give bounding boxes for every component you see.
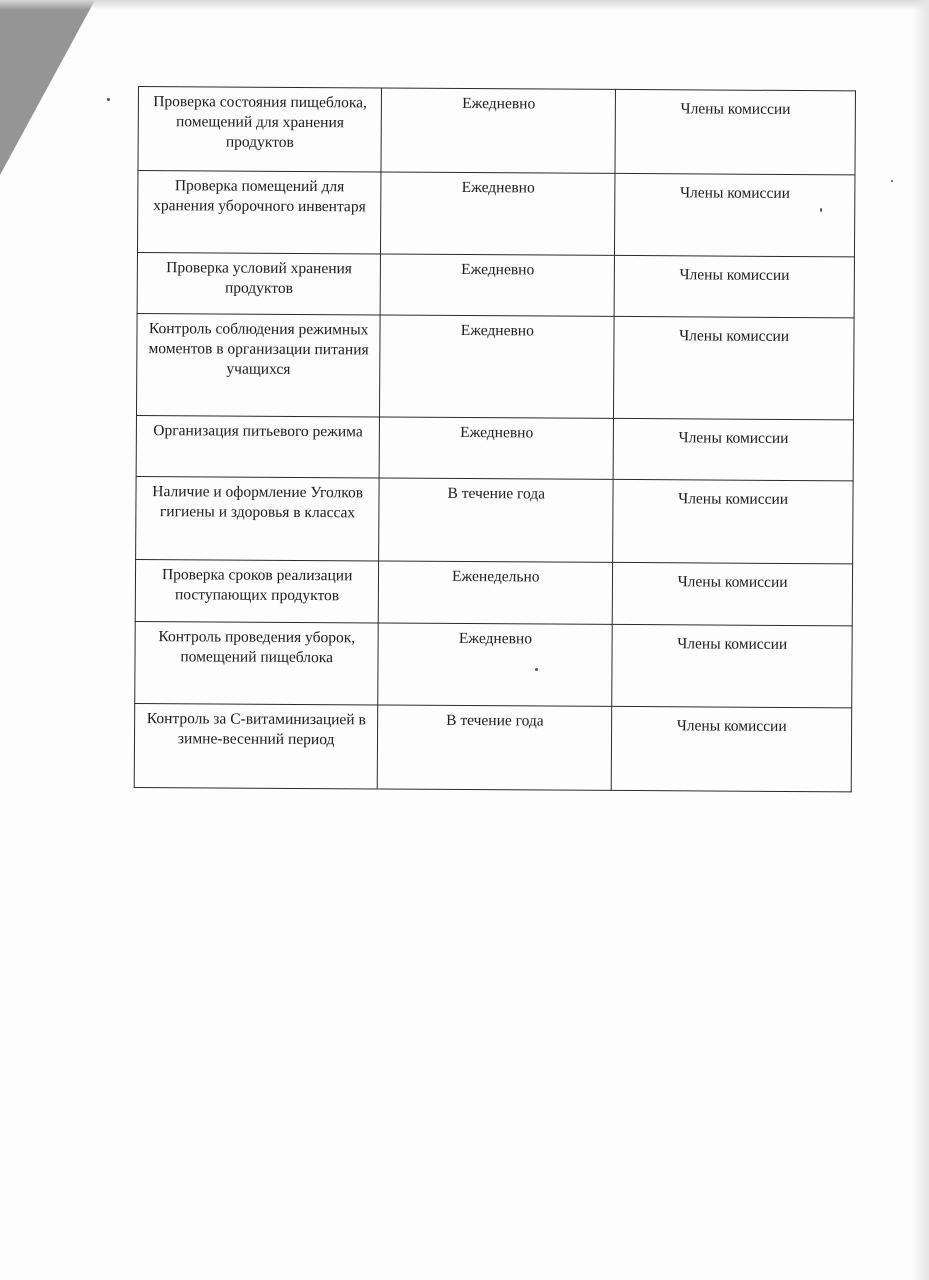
table-row xyxy=(136,313,854,419)
responsible-cell: Члены комиссии xyxy=(612,562,852,625)
table-row xyxy=(135,621,852,707)
activity-cell: Контроль проведения уборок, помещений пищеблока xyxy=(135,621,379,704)
responsible-cell: Члены комиссии xyxy=(614,255,854,317)
responsible-cell: Члены комиссии xyxy=(615,89,855,174)
table-row xyxy=(135,559,852,625)
scan-shadow-corner xyxy=(0,0,95,175)
frequency-cell: Ежедневно xyxy=(381,172,615,255)
table-row xyxy=(137,252,854,317)
activity-cell: Контроль соблюдения режимных моментов в организации питания учащихся xyxy=(136,313,380,416)
frequency-cell: В течение года xyxy=(378,705,612,790)
table-row xyxy=(137,171,854,257)
frequency-cell: Ежедневно xyxy=(380,315,615,418)
responsible-cell: Члены комиссии xyxy=(611,706,851,791)
frequency-cell: Ежедневно xyxy=(380,254,614,316)
responsible-cell: Члены комиссии xyxy=(613,418,853,480)
frequency-cell: Ежедневно xyxy=(379,417,613,479)
frequency-cell: Ежедневно xyxy=(378,623,612,706)
table-row xyxy=(138,87,855,175)
responsible-cell: Члены комиссии xyxy=(612,624,852,707)
frequency-cell: В течение года xyxy=(379,478,613,562)
activity-cell: Проверка состояния пищеблока, помещений для хранения продуктов xyxy=(138,87,382,172)
table-row xyxy=(136,415,853,480)
scan-speck xyxy=(891,180,893,182)
responsible-cell: Члены комиссии xyxy=(613,479,853,563)
table-row xyxy=(134,703,851,791)
responsible-cell: Члены комиссии xyxy=(614,316,854,419)
scan-shadow-right xyxy=(911,0,929,1280)
responsible-cell: Члены комиссии xyxy=(615,173,855,256)
activity-cell: Наличие и оформление Уголков гигиены и здоровья в классах xyxy=(136,476,380,560)
activity-cell: Контроль за С-витаминизацией в зимне-весенний период xyxy=(134,703,378,788)
scan-speck xyxy=(535,668,538,671)
frequency-cell: Еженедельно xyxy=(379,561,613,624)
activity-cell: Проверка помещений для хранения уборочного инвентаря xyxy=(137,171,381,254)
activity-cell: Проверка условий хранения продуктов xyxy=(137,252,381,314)
table-row xyxy=(136,476,853,563)
scan-speck xyxy=(107,98,110,101)
scan-shadow-top xyxy=(0,0,929,10)
control-schedule-table xyxy=(134,86,856,792)
frequency-cell: Ежедневно xyxy=(381,88,615,173)
activity-cell: Организация питьевого режима xyxy=(136,415,380,477)
scan-speck xyxy=(820,208,822,212)
activity-cell: Проверка сроков реализации поступающих продуктов xyxy=(135,559,379,622)
